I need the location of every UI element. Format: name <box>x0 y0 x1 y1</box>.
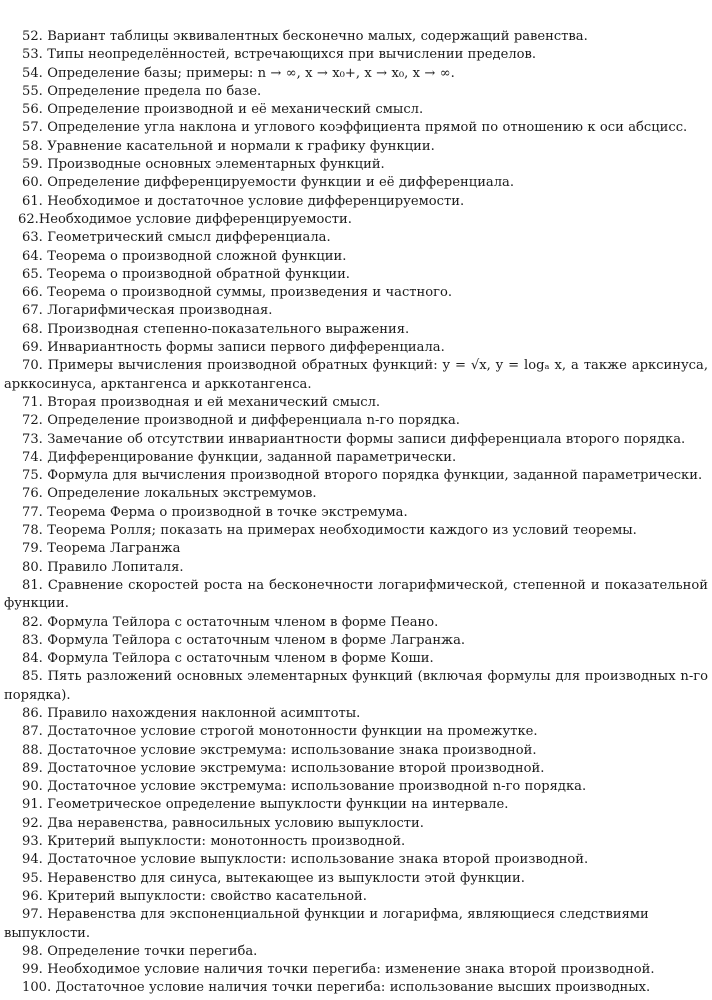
item-number: 77. <box>22 504 43 520</box>
item-number: 76. <box>22 486 43 502</box>
item-number: 64. <box>22 248 43 264</box>
item-text: Необходимое условие дифференцируемости. <box>38 211 352 227</box>
item-text: Неравенства для экспоненциальной функции и логарифма, являющиеся следствиями выпуклости. <box>4 907 649 941</box>
list-item <box>0 833 712 851</box>
item-text: Правило Лопиталя. <box>47 559 184 575</box>
item-number: 96. <box>22 888 43 904</box>
item-text: Теорема Ферма о производной в точке экстремума. <box>47 504 408 520</box>
item-text: Неравенство для синуса, вытекающее из выпуклости этой функции. <box>47 870 525 886</box>
list-item <box>0 193 712 211</box>
item-number: 92. <box>22 815 43 831</box>
list-item <box>0 632 712 650</box>
item-number: 60. <box>22 175 43 191</box>
item-text: Достаточное условие наличия точки перегиба: использование высших производных. <box>55 980 651 996</box>
item-number: 79. <box>22 541 43 557</box>
list-item <box>0 540 712 558</box>
item-number: 52. <box>22 29 43 44</box>
item-number: 95. <box>22 870 43 886</box>
list-item <box>0 449 712 467</box>
list-item <box>0 723 712 741</box>
list-item <box>0 504 712 522</box>
item-text: Критерий выпуклости: свойство касательной. <box>47 888 367 904</box>
list-item <box>0 284 712 302</box>
list-item <box>0 65 712 83</box>
item-text: Достаточное условие экстремума: использование производной n-го порядка. <box>47 779 587 795</box>
list-item <box>0 815 712 833</box>
item-text: Вариант таблицы эквивалентных бесконечно малых, содержащий равенства. <box>47 29 588 44</box>
item-text: Два неравенства, равносильных условию выпуклости. <box>47 815 424 831</box>
item-number: 73. <box>22 431 43 447</box>
item-text: Вторая производная и ей механический смысл. <box>47 394 381 410</box>
item-text: Теорема Лагранжа <box>47 541 181 557</box>
item-number: 82. <box>22 614 43 630</box>
item-text: Правило нахождения наклонной асимптоты. <box>47 705 361 721</box>
item-text: Формула Тейлора с остаточным членом в форме Пеано. <box>47 614 439 630</box>
list-item <box>0 248 712 266</box>
list-item <box>0 961 712 979</box>
list-item <box>0 339 712 357</box>
list-item <box>0 577 712 614</box>
item-text: Достаточное условие выпуклости: использование знака второй производной. <box>47 852 589 868</box>
list-item <box>0 412 712 430</box>
list-item <box>0 888 712 906</box>
list-item <box>0 321 712 339</box>
list-item <box>0 778 712 796</box>
item-number: 86. <box>22 705 43 721</box>
item-number: 78. <box>22 523 43 539</box>
item-number: 68. <box>22 321 43 337</box>
item-text: Производные основных элементарных функций. <box>47 157 385 173</box>
list-item <box>0 870 712 888</box>
item-text: Достаточное условие строгой монотонности функции на промежутке. <box>47 724 538 740</box>
item-text: Достаточное условие экстремума: использование второй производной. <box>47 760 545 776</box>
item-number: 55. <box>22 83 43 99</box>
item-text: Теорема о производной суммы, произведения и частного. <box>47 285 453 301</box>
list-item <box>0 485 712 503</box>
list-item <box>0 357 712 394</box>
list-item <box>0 28 712 46</box>
item-number: 57. <box>22 120 43 136</box>
item-text: Необходимое условие наличия точки перегиба: изменение знака второй производной. <box>47 962 655 978</box>
item-text: Критерий выпуклости: монотонность производной. <box>47 834 406 850</box>
item-text: Геометрический смысл дифференциала. <box>47 230 331 246</box>
list-item <box>0 302 712 320</box>
list-item <box>0 431 712 449</box>
item-text: Сравнение скоростей роста на бесконечности логарифмической, степенной и показательной функции. <box>4 577 708 612</box>
item-number: 98. <box>22 943 43 959</box>
list-item <box>0 851 712 869</box>
item-number: 84. <box>22 651 43 667</box>
list-item <box>0 559 712 577</box>
item-number: 85. <box>22 669 43 685</box>
list-item <box>0 211 712 229</box>
item-text: Формула Тейлора с остаточным членом в форме Лагранжа. <box>47 632 466 648</box>
item-text: Определение производной и её механический смысл. <box>47 102 424 118</box>
list-item <box>0 83 712 101</box>
item-number: 56. <box>22 102 43 118</box>
item-text: Определение дифференцируемости функции и её дифференциала. <box>47 175 515 191</box>
item-number: 74. <box>22 449 43 465</box>
item-text: Инвариантность формы записи первого дифференциала. <box>47 340 445 356</box>
item-number: 63. <box>22 230 43 246</box>
item-text: Теорема Ролля; показать на примерах необходимости каждого из условий теоремы. <box>47 523 637 539</box>
item-number: 88. <box>22 742 43 758</box>
item-text: Определение локальных экстремумов. <box>47 486 317 502</box>
item-number: 89. <box>22 760 43 776</box>
item-text: Логарифмическая производная. <box>47 303 273 319</box>
list-item <box>0 742 712 760</box>
item-number: 59. <box>22 157 43 173</box>
list-item <box>0 650 712 668</box>
list-item <box>0 979 712 997</box>
list-item <box>0 467 712 485</box>
list-item <box>0 229 712 247</box>
list-item <box>0 796 712 814</box>
list-item <box>0 705 712 723</box>
list-item <box>0 101 712 119</box>
item-number: 97. <box>22 907 43 923</box>
item-number: 58. <box>22 138 43 154</box>
item-number: 70. <box>22 358 43 374</box>
item-number: 90. <box>22 779 43 795</box>
list-item <box>0 174 712 192</box>
item-number: 94. <box>22 852 43 868</box>
item-number: 87. <box>22 724 43 740</box>
item-text: Типы неопределённостей, встречающихся при вычислении пределов. <box>47 47 537 63</box>
item-text: Примеры вычисления производной обратных функций: y = √x, y = logₐ x, а также арксинуса, арккосинуса, арктангенса и арккотангенса. <box>4 358 708 392</box>
item-number: 71. <box>22 394 43 410</box>
list-item <box>0 668 712 705</box>
item-number: 93. <box>22 834 43 850</box>
item-text: Теорема о производной сложной функции. <box>47 248 347 264</box>
item-number: 75. <box>22 468 43 484</box>
item-text: Достаточное условие экстремума: использование знака производной. <box>47 742 537 758</box>
item-number: 61. <box>22 193 43 209</box>
item-text: Определение предела по базе. <box>47 83 262 99</box>
item-number: 54. <box>22 65 43 81</box>
question-list <box>0 28 712 998</box>
item-text: Определение угла наклона и углового коэффициента прямой по отношению к оси абсцисс. <box>47 120 688 136</box>
item-text: Уравнение касательной и нормали к графику функции. <box>47 138 435 154</box>
item-text: Необходимое и достаточное условие дифференцируемости. <box>47 193 465 209</box>
item-text: Замечание об отсутствии инвариантности формы записи дифференциала второго порядка. <box>47 431 686 447</box>
item-number: 83. <box>22 632 43 648</box>
item-text: Формула Тейлора с остаточным членом в форме Коши. <box>47 651 434 667</box>
item-number: 99. <box>22 962 43 978</box>
item-number: 67. <box>22 303 43 319</box>
item-text: Пять разложений основных элементарных функций (включая формулы для производных n-го порядка). <box>4 669 708 703</box>
item-number: 81. <box>22 577 43 593</box>
list-item <box>0 522 712 540</box>
item-text: Определение точки перегиба. <box>47 943 258 959</box>
list-item <box>0 138 712 156</box>
list-item <box>0 119 712 137</box>
item-text: Дифференцирование функции, заданной параметрически. <box>47 449 457 465</box>
item-number: 65. <box>22 266 43 282</box>
item-number: 53. <box>22 47 43 63</box>
list-item <box>0 394 712 412</box>
item-text: Определение базы; примеры: n → ∞, x → x₀+, x → x₀, x → ∞. <box>47 65 455 81</box>
list-item <box>0 614 712 632</box>
item-number: 69. <box>22 340 43 356</box>
item-number: 100. <box>22 980 52 996</box>
item-text: Формула для вычисления производной второго порядка функции, заданной параметрически. <box>47 468 703 484</box>
item-number: 91. <box>22 797 43 813</box>
list-item <box>0 760 712 778</box>
item-text: Теорема о производной обратной функции. <box>47 266 350 282</box>
list-item <box>0 156 712 174</box>
item-number: 62. <box>18 211 39 227</box>
item-number: 80. <box>22 559 43 575</box>
list-item <box>0 906 712 943</box>
item-number: 72. <box>22 413 43 429</box>
item-text: Геометрическое определение выпуклости функции на интервале. <box>47 797 509 813</box>
list-item <box>0 266 712 284</box>
list-item <box>0 943 712 961</box>
item-number: 66. <box>22 285 43 301</box>
item-text: Определение производной и дифференциала n-го порядка. <box>47 413 460 429</box>
item-text: Производная степенно-показательного выражения. <box>47 321 410 337</box>
list-item <box>0 46 712 64</box>
